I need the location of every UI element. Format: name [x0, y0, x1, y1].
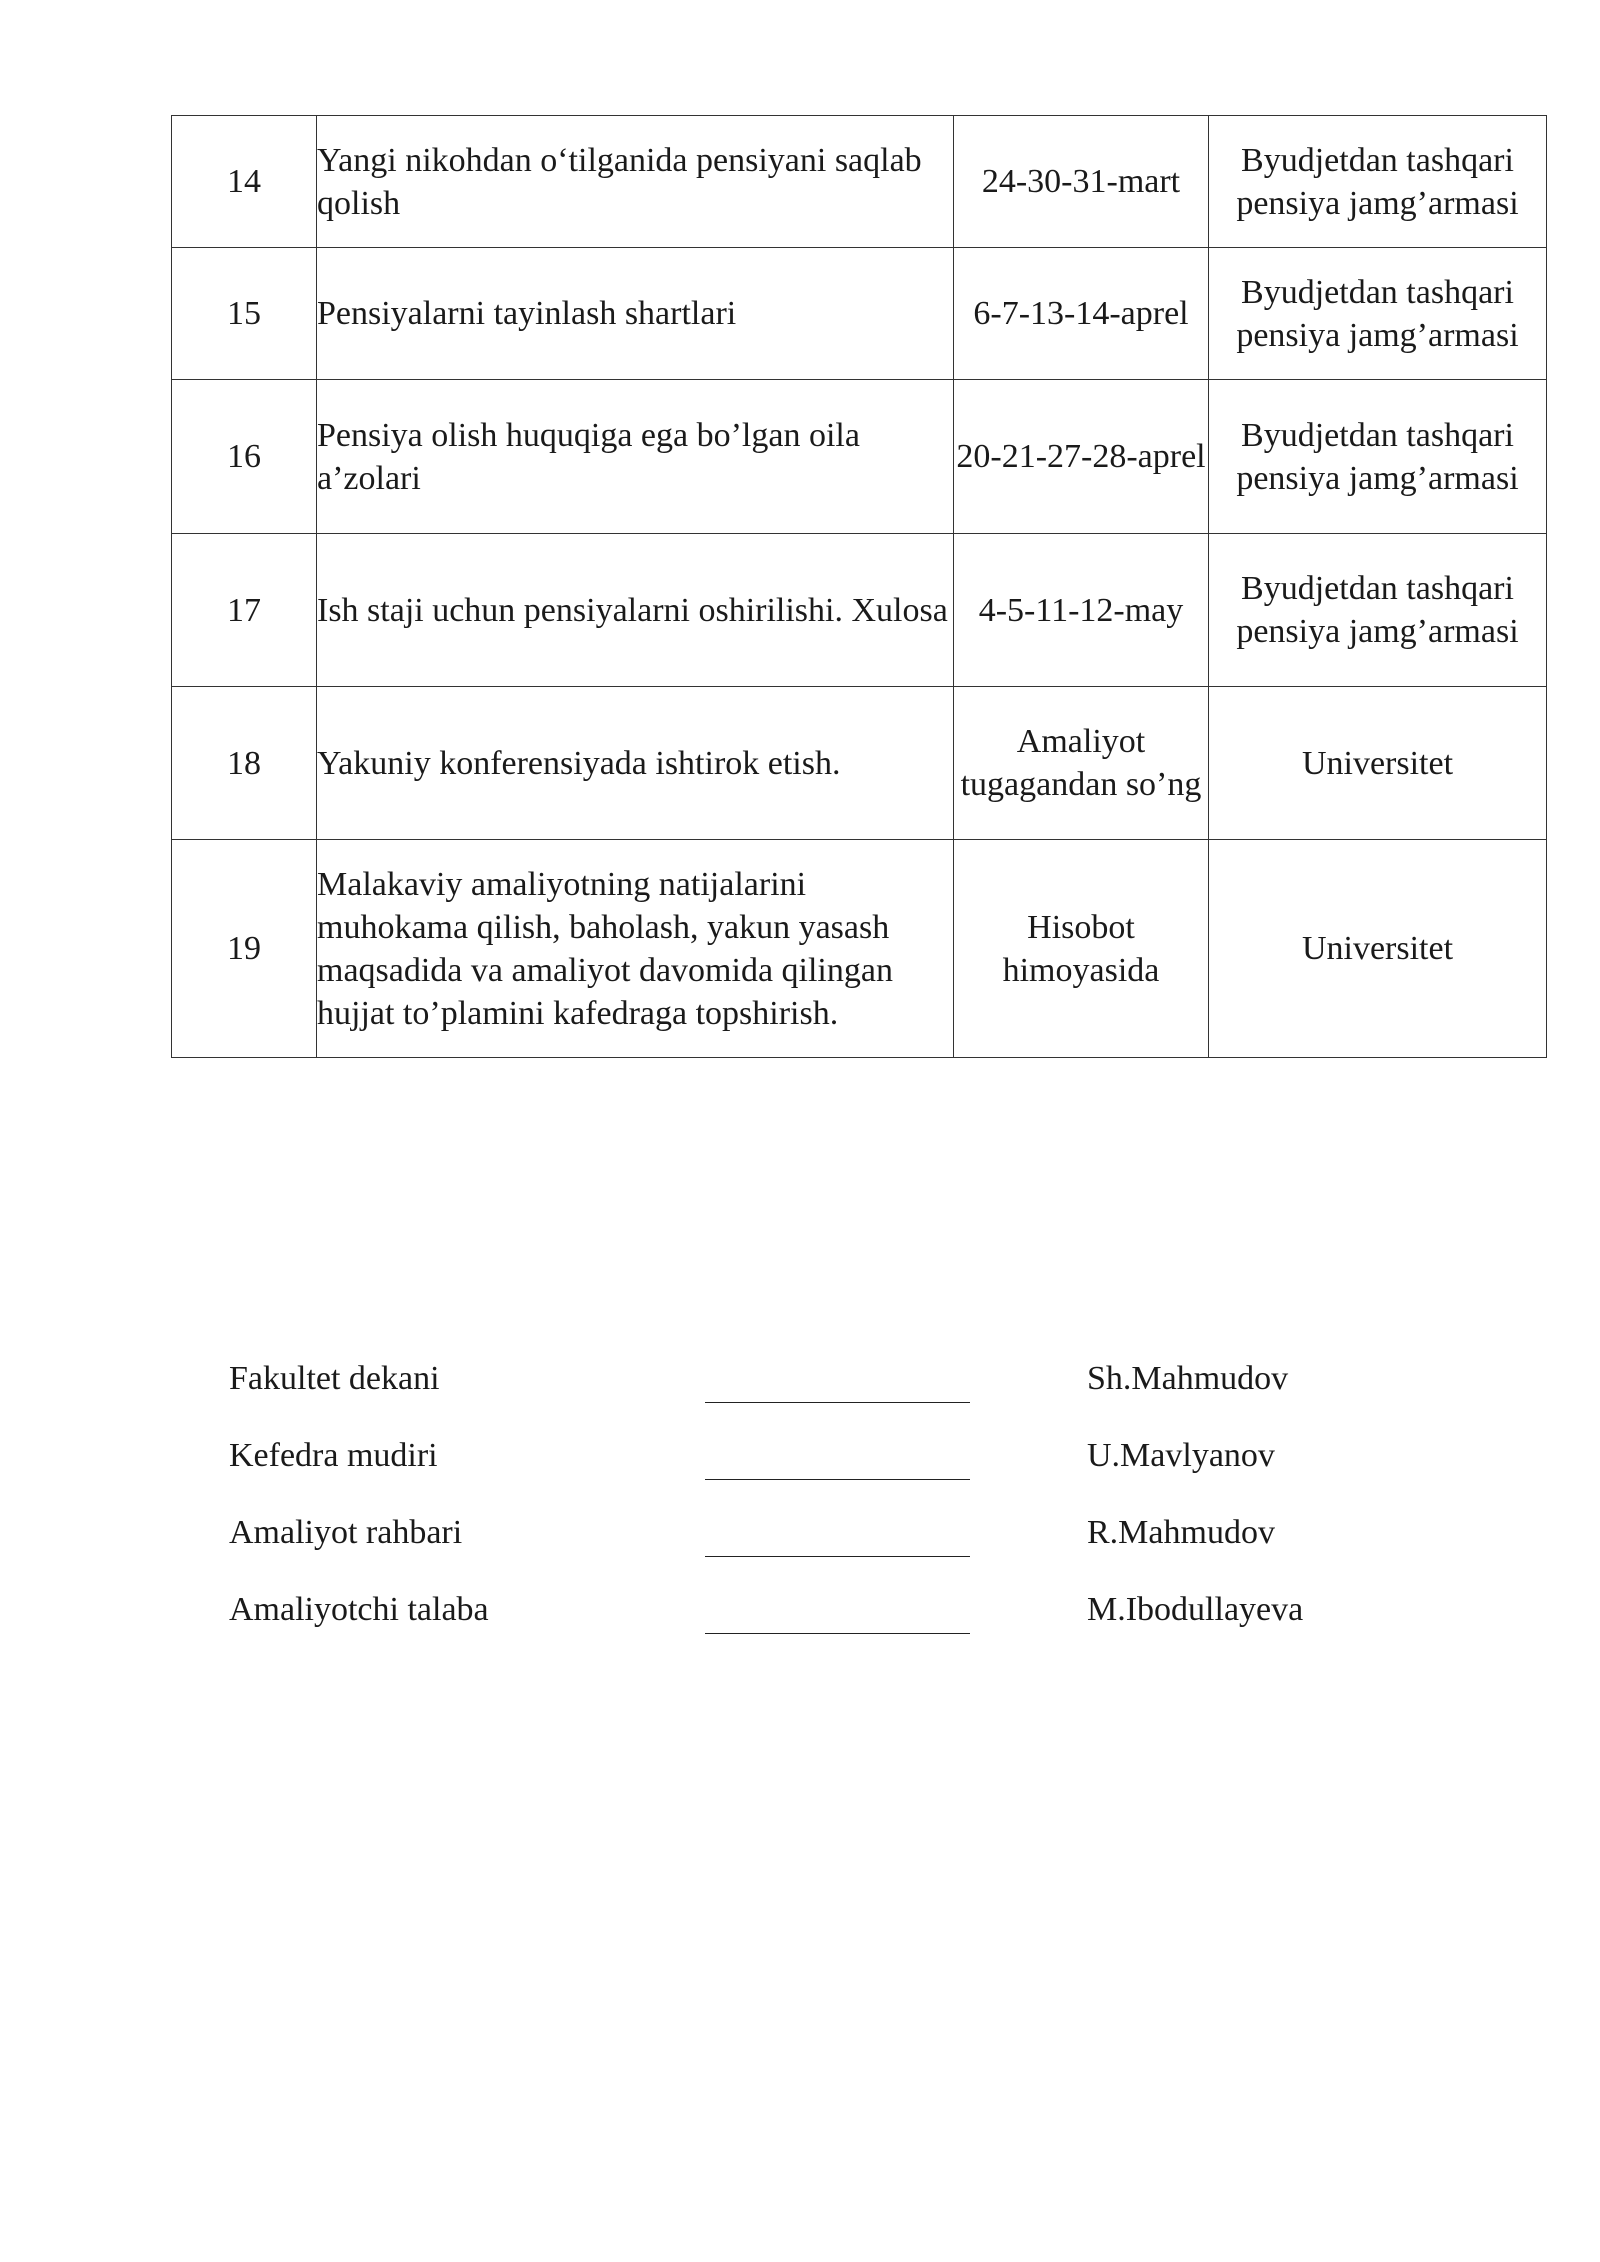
row-number: 15 [172, 248, 317, 380]
signature-name: M.Ibodullayeva [1087, 1591, 1304, 1628]
row-number: 18 [172, 687, 317, 840]
table-row [172, 534, 1547, 687]
table-row [172, 840, 1547, 1058]
row-place: Byudjetdan tashqari pensiya jamg’armasi [1209, 116, 1547, 248]
practice-plan-table [171, 115, 1547, 1058]
signature-line [705, 1437, 970, 1480]
signature-row [229, 1591, 1429, 1668]
row-date: Hisobot himoyasida [954, 840, 1209, 1058]
row-place: Byudjetdan tashqari pensiya jamg’armasi [1209, 534, 1547, 687]
row-topic: Pensiyalarni tayinlash shartlari [317, 248, 954, 380]
row-place: Universitet [1209, 840, 1547, 1058]
signature-role: Amaliyot rahbari [229, 1514, 463, 1551]
row-number: 16 [172, 380, 317, 534]
signature-name: Sh.Mahmudov [1087, 1360, 1289, 1397]
signature-line [705, 1591, 970, 1634]
table-row [172, 116, 1547, 248]
row-date: 6-7-13-14-aprel [954, 248, 1209, 380]
table-row [172, 380, 1547, 534]
signature-row [229, 1437, 1429, 1514]
row-topic: Malakaviy amaliyotning natijalarini muhokama qilish, baholash, yakun yasash maqsadida va amaliyot davomida qilingan hujjat to’plamini kafedraga topshirish. [317, 840, 954, 1058]
signature-role: Amaliyotchi talaba [229, 1591, 489, 1628]
table-row [172, 248, 1547, 380]
row-place: Byudjetdan tashqari pensiya jamg’armasi [1209, 380, 1547, 534]
row-topic: Yakuniy konferensiyada ishtirok etish. [317, 687, 954, 840]
row-number: 14 [172, 116, 317, 248]
row-date: 20-21-27-28-aprel [954, 380, 1209, 534]
signature-name: R.Mahmudov [1087, 1514, 1275, 1551]
signature-role: Kefedra mudiri [229, 1437, 438, 1474]
row-topic: Yangi nikohdan o‘tilganida pensiyani saqlab qolish [317, 116, 954, 248]
row-topic: Pensiya olish huquqiga ega bo’lgan oila a’zolari [317, 380, 954, 534]
signature-block [229, 1360, 1429, 1668]
signature-line [705, 1514, 970, 1557]
signature-row [229, 1360, 1429, 1437]
signature-row [229, 1514, 1429, 1591]
row-topic: Ish staji uchun pensiyalarni oshirilishi. Xulosa [317, 534, 954, 687]
row-number: 17 [172, 534, 317, 687]
row-number: 19 [172, 840, 317, 1058]
signature-role: Fakultet dekani [229, 1360, 440, 1397]
signature-name: U.Mavlyanov [1087, 1437, 1275, 1474]
row-date: 4-5-11-12-may [954, 534, 1209, 687]
row-date: Amaliyot tugagandan so’ng [954, 687, 1209, 840]
signature-line [705, 1360, 970, 1403]
row-place: Universitet [1209, 687, 1547, 840]
row-place: Byudjetdan tashqari pensiya jamg’armasi [1209, 248, 1547, 380]
row-date: 24-30-31-mart [954, 116, 1209, 248]
table-row [172, 687, 1547, 840]
